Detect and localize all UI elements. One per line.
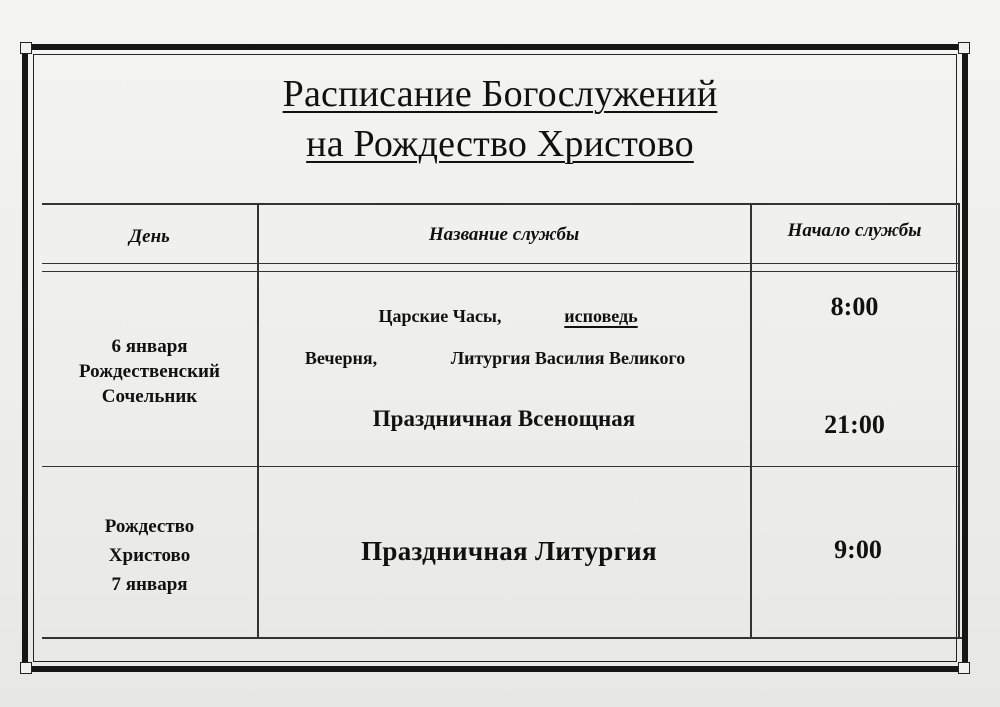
- frame-corner-top-left: [20, 42, 32, 54]
- frame-corner-bottom-left: [20, 662, 32, 674]
- header-bottom-rule-1: [42, 263, 958, 264]
- row1-day: 6 января Рождественский Сочельник: [79, 336, 220, 407]
- row1-service-liturgy-basil: Литургия Василия Великого: [450, 348, 686, 368]
- header-service-name: Название службы: [428, 224, 580, 245]
- row1-time-morning: 8:00: [830, 292, 879, 321]
- row1-service-confession: исповедь: [564, 306, 638, 326]
- row1-service-vespers: Вечерня,: [304, 348, 378, 368]
- row2-time: 9:00: [834, 535, 882, 564]
- frame-corner-top-right: [958, 42, 970, 54]
- row-divider: [42, 466, 958, 467]
- table-top-border: [42, 203, 958, 205]
- row2-day: Рождество Христово 7 января: [104, 516, 195, 595]
- row1-service-royal-hours: Царские Часы,: [378, 306, 502, 326]
- frame-corner-bottom-right: [958, 662, 970, 674]
- header-start-time: Начало службы: [787, 220, 922, 241]
- header-day: День: [129, 226, 170, 247]
- row2-service-liturgy: Праздничная Литургия: [361, 536, 657, 566]
- table-right-border: [958, 203, 960, 638]
- row1-time-evening: 21:00: [824, 410, 885, 439]
- page-title-line-1: Расписание Богослужений: [282, 73, 718, 115]
- table-bottom-border: [42, 637, 962, 639]
- row1-service-vigil: Праздничная Всенощная: [372, 406, 636, 431]
- page-title-line-2: на Рождество Христово: [306, 123, 694, 165]
- header-bottom-rule-2: [42, 271, 958, 272]
